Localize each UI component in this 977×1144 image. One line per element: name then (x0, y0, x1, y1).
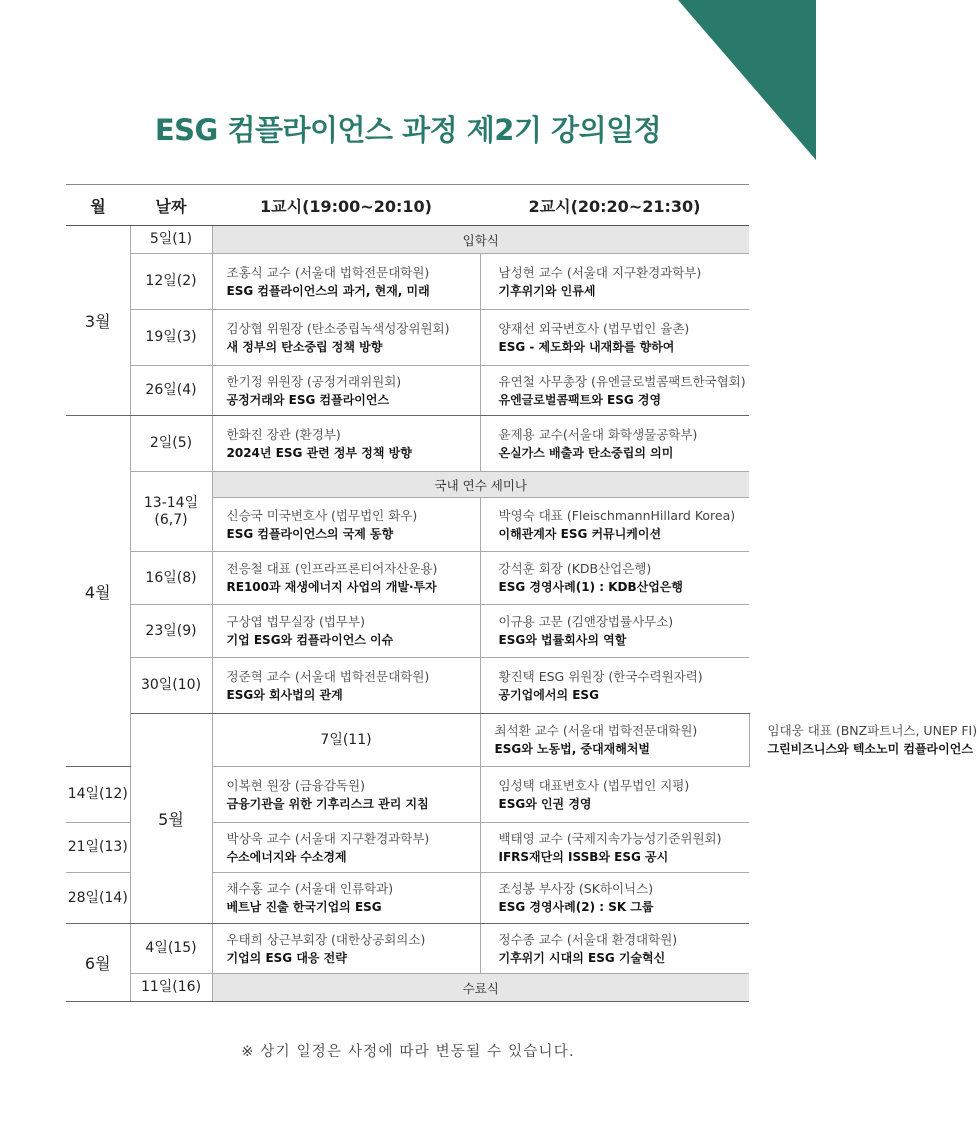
speaker: 윤제용 교수(서울대 화학생물공학부) (498, 426, 698, 442)
speaker: 신승국 미국변호사 (법무법인 화우) (226, 507, 418, 523)
schedule-table (66, 184, 977, 1002)
table-header (66, 185, 749, 226)
header-month: 월 (66, 185, 130, 226)
lecture-period1 (212, 873, 480, 924)
lecture-period2 (480, 658, 749, 714)
topic: ESG 컴플라이언스의 국제 동향 (226, 526, 394, 541)
speaker: 박상욱 교수 (서울대 지구환경과학부) (226, 830, 430, 846)
header-date: 날짜 (130, 185, 212, 226)
speaker: 백태영 교수 (국제지속가능성기준위원회) (498, 830, 722, 846)
speaker: 양재선 외국변호사 (법무법인 율촌) (498, 320, 690, 336)
table-row (66, 366, 749, 416)
lecture-period2 (480, 873, 749, 924)
date-cell: 23일(9) (130, 605, 212, 658)
lecture-period2 (480, 366, 749, 416)
speaker: 황진택 ESG 위원장 (한국수력원자력) (498, 668, 703, 684)
lecture-period1 (480, 714, 749, 767)
lecture-period1 (212, 823, 480, 873)
month-cell: 5월 (130, 714, 212, 924)
date-cell: 4일(15) (130, 924, 212, 974)
date-cell: 2일(5) (130, 416, 212, 472)
speaker: 이규용 고문 (김앤장법률사무소) (498, 614, 674, 629)
date-cell: 19일(3) (130, 310, 212, 366)
lecture-period1 (212, 254, 480, 310)
speaker: 최석환 교수 (서울대 법학전문대학원) (494, 723, 698, 738)
speaker: 남성현 교수 (서울대 지구환경과학부) (498, 264, 702, 280)
speaker: 채수홍 교수 (서울대 인류학과) (226, 881, 394, 896)
lecture-period1 (212, 498, 480, 552)
speaker: 이복현 원장 (금융감독원) (226, 777, 365, 793)
topic: 유엔글로벌콤팩트와 ESG 경영 (498, 392, 662, 407)
speaker: 유연철 사무총장 (유엔글로벌콤팩트한국협회) (498, 373, 746, 389)
table-row (66, 658, 749, 714)
lecture-period2 (480, 416, 749, 472)
speaker: 임성택 대표변호사 (법무법인 지평) (498, 777, 690, 793)
lecture-period1 (212, 366, 480, 416)
lecture-period2 (480, 767, 749, 823)
date-cell: 30일(10) (130, 658, 212, 714)
table-row (66, 974, 749, 1002)
speaker: 정준혁 교수 (서울대 법학전문대학원) (226, 668, 430, 684)
lecture-period1 (212, 310, 480, 366)
table-row (66, 924, 749, 974)
topic: ESG와 법률회사의 역할 (498, 633, 627, 647)
speaker: 정수종 교수 (서울대 환경대학원) (498, 931, 678, 947)
lecture-period1 (212, 658, 480, 714)
table-row: 5월 7일(11) 최석환 교수 (서울대 법학전문대학원) ESG와 노동법, 중대재해처벌 임대웅 대표 (BNZ파트너스, UNEP FI) 그린비즈니스와 텍소노미 컴플라이언스 (66, 714, 749, 767)
topic: ESG 경영사례(1) : KDB산업은행 (498, 580, 683, 594)
date-cell (130, 472, 212, 552)
header-period2: 2교시(20:20~21:30) (480, 185, 749, 226)
speaker: 김상협 위원장 (탄소중립녹색성장위원회) (226, 320, 450, 336)
lecture-period2 (480, 498, 749, 552)
event-cell: 국내 연수 세미나 (212, 472, 749, 498)
date-cell: 7일(11) (212, 714, 480, 767)
table-row (66, 226, 749, 254)
topic: 이해관계자 ESG 커뮤니케이션 (498, 526, 662, 541)
topic: IFRS재단의 ISSB와 ESG 공시 (498, 849, 669, 864)
topic: ESG 컴플라이언스의 과거, 현재, 미래 (226, 283, 430, 298)
topic: ESG와 노동법, 중대재해처벌 (494, 742, 651, 756)
month-cell: 3월 (66, 226, 130, 416)
topic: ESG 경영사례(2) : SK 그룹 (498, 900, 654, 914)
topic: 온실가스 배출과 탄소중립의 의미 (498, 445, 674, 460)
speaker: 전응철 대표 (인프라프론티어자산운용) (226, 561, 438, 576)
date-cell: 14일(12) (66, 767, 130, 823)
topic: 수소에너지와 수소경제 (226, 849, 347, 864)
table-row (66, 472, 749, 498)
lecture-period2 (480, 924, 749, 974)
topic: 공정거래와 ESG 컴플라이언스 (226, 392, 390, 407)
date-cell: 26일(4) (130, 366, 212, 416)
table-row (66, 416, 749, 472)
topic: ESG와 회사법의 관계 (226, 687, 343, 702)
topic: 기업의 ESG 대응 전략 (226, 950, 347, 965)
date-cell: 5일(1) (130, 226, 212, 254)
table-row (66, 310, 749, 366)
speaker: 조성봉 부사장 (SK하이닉스) (498, 881, 654, 896)
table-row (66, 254, 749, 310)
topic: 기업 ESG와 컴플라이언스 이슈 (226, 633, 394, 647)
speaker: 구상엽 법무실장 (법무부) (226, 614, 365, 629)
footnote: ※ 상기 일정은 사정에 따라 변동될 수 있습니다. (241, 1044, 575, 1060)
month-cell: 4월 (66, 416, 130, 767)
lecture-period2 (480, 254, 749, 310)
lecture-period2 (480, 552, 749, 605)
speaker: 우태희 상근부회장 (대한상공회의소) (226, 931, 426, 947)
date-cell: 16일(8) (130, 552, 212, 605)
table-row (66, 605, 749, 658)
topic: RE100과 재생에너지 사업의 개발·투자 (226, 580, 437, 594)
date-cell: 21일(13) (66, 823, 130, 873)
topic: 기후위기와 인류세 (498, 283, 596, 298)
speaker: 강석훈 회장 (KDB산업은행) (498, 561, 652, 576)
topic: 금융기관을 위한 기후리스크 관리 지침 (226, 796, 429, 811)
topic: ESG - 제도화와 내재화를 향하여 (498, 339, 675, 354)
date-sessions: (6,7) (154, 511, 188, 528)
month-cell: 6월 (66, 924, 130, 1002)
lecture-period1 (212, 416, 480, 472)
speaker: 조홍식 교수 (서울대 법학전문대학원) (226, 264, 430, 280)
date-cell: 11일(16) (130, 974, 212, 1002)
lecture-period2 (480, 605, 749, 658)
event-cell: 수료식 (212, 974, 749, 1002)
header-period1: 1교시(19:00~20:10) (212, 185, 480, 226)
lecture-period1 (212, 924, 480, 974)
speaker: 한기정 위원장 (공정거래위원회) (226, 373, 402, 389)
speaker: 한화진 장관 (환경부) (226, 426, 341, 442)
date-cell: 28일(14) (66, 873, 130, 924)
topic: ESG와 인권 경영 (498, 796, 592, 811)
date-cell: 12일(2) (130, 254, 212, 310)
event-cell: 입학식 (212, 226, 749, 254)
lecture-period2 (480, 310, 749, 366)
page-title: ESG 컴플라이언스 과정 제2기 강의일정 (154, 113, 662, 147)
date-days: 13-14일 (143, 494, 199, 511)
topic: 공기업에서의 ESG (498, 687, 599, 702)
lecture-period1 (212, 605, 480, 658)
lecture-period1 (212, 767, 480, 823)
speaker: 박영숙 대표 (FleischmannHillard Korea) (498, 507, 736, 523)
topic: 새 정부의 탄소중립 정책 방향 (226, 339, 383, 354)
lecture-period1 (212, 552, 480, 605)
topic: 기후위기 시대의 ESG 기술혁신 (498, 950, 666, 965)
table-row (66, 552, 749, 605)
lecture-period2 (480, 823, 749, 873)
topic: 베트남 진출 한국기업의 ESG (226, 900, 382, 914)
topic: 2024년 ESG 관련 정부 정책 방향 (226, 445, 412, 460)
